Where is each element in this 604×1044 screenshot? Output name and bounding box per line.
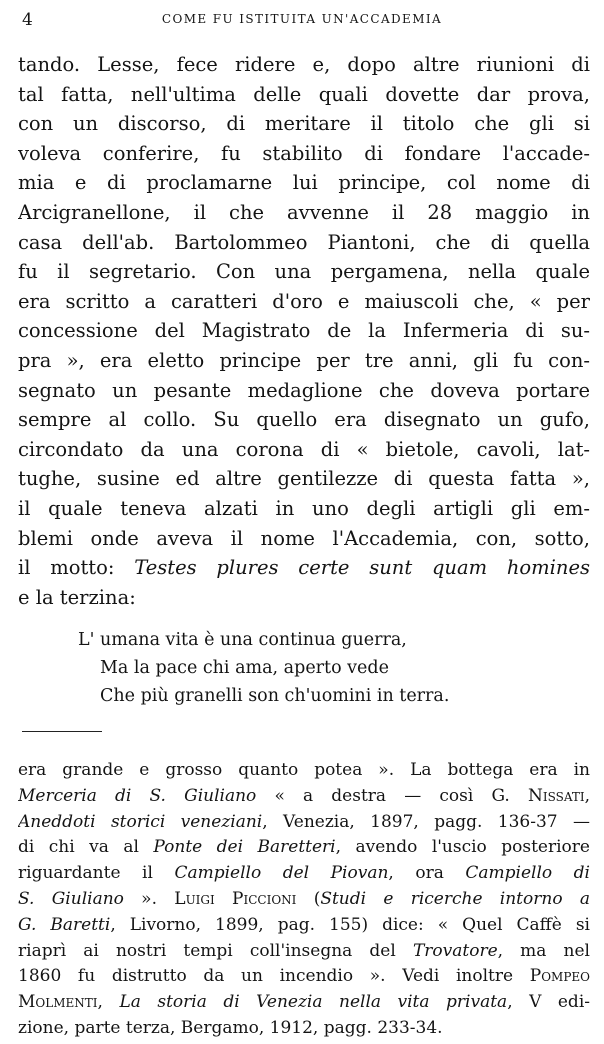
tercet — [78, 626, 449, 710]
footnote-text: riaprì ai nostri tempi coll'insegna del — [18, 940, 413, 961]
text-line: il quale teneva alzati in uno degli artigli gli em- — [18, 496, 590, 520]
footnote-line — [18, 810, 590, 836]
page-header — [22, 6, 582, 32]
verse-line-1: L' umana vita è una continua guerra, — [78, 630, 407, 650]
place-name: Campiello del Piovan — [174, 863, 389, 884]
place-name: Merceria di S. Giuliano — [18, 785, 257, 806]
text-line: circondato da una corona di « bietole, cavoli, lat- — [18, 437, 590, 461]
print-mark — [294, 1022, 298, 1024]
place-name: Trovatore — [412, 940, 498, 961]
place-name: Ponte dei Baretteri — [153, 837, 336, 858]
text-line: blemi onde aveva il nome l'Accademia, con, sotto, — [18, 526, 590, 550]
text-line-motto — [18, 553, 590, 583]
text-line: fu il segretario. Con una pergamena, nella quale — [18, 260, 590, 284]
page-number: 4 — [22, 10, 33, 30]
footnote-text: riguardante il — [18, 863, 175, 884]
running-title: COME FU ISTITUITA UN'ACCADEMIA — [161, 12, 443, 26]
footnote-line — [18, 990, 590, 1016]
text-line: segnato un pesante medaglione che doveva portare — [18, 378, 590, 402]
footnote-line — [18, 1016, 590, 1042]
motto-intro: il motto: — [18, 556, 135, 580]
footnote-line — [18, 887, 590, 913]
footnote-text: , ma nel — [497, 940, 590, 961]
footnote-separator — [22, 731, 102, 732]
footnote-text: , Livorno, 1899, pag. 155) dice: « Quel Caffè si — [110, 914, 590, 935]
footnote-line — [18, 939, 590, 965]
footnote-line — [18, 835, 590, 861]
footnote-text: 1860 fu distrutto da un incendio ». Vedi inoltre — [18, 966, 530, 987]
book-title: Studi e ricerche intorno a — [320, 888, 590, 909]
footnote-line — [18, 964, 590, 990]
author-name: Molmenti — [18, 992, 98, 1013]
book-title: Aneddoti storici veneziani — [18, 811, 263, 832]
author-name: Luigi Piccioni — [174, 888, 297, 909]
footnote-text: , ora — [388, 863, 466, 884]
text-line: casa dell'ab. Bartolommeo Piantoni, che di quella — [18, 230, 590, 254]
footnote-text: ( — [296, 888, 321, 909]
text-line: sempre al collo. Su quello era disegnato un gufo, — [18, 408, 590, 432]
footnote-text: zione, parte terza, Bergamo, 1912, pagg. 233-34. — [18, 1017, 443, 1038]
place-name: Campiello di — [465, 863, 590, 884]
footnote-line — [18, 784, 590, 810]
footnote-text: , Venezia, 1897, pagg. 136-37 — — [262, 811, 590, 832]
footnote-text: di chi va al — [18, 837, 154, 858]
text-line: tughe, susine ed altre gentilezze di questa fatta », — [18, 467, 590, 491]
footnote-text: era grande e grosso quanto potea ». La bottega era in — [18, 760, 590, 780]
footnote-text: , — [97, 992, 120, 1013]
footnote-text: , V edi- — [507, 992, 590, 1013]
footnote-line — [18, 913, 590, 939]
book-title: La storia di Venezia nella vita privata — [119, 992, 508, 1013]
text-line: voleva conferire, fu stabilito di fondare l'accade- — [18, 141, 590, 165]
text-line: pra », era eletto principe per tre anni, gli fu con- — [18, 348, 590, 372]
footnote-line — [18, 861, 590, 887]
text-line: e la terzina: — [18, 585, 136, 609]
place-name: S. Giuliano — [18, 888, 124, 909]
text-line: mia e di proclamarne lui principe, col nome di — [18, 171, 590, 195]
latin-motto: Testes plures certe sunt quam homines — [134, 556, 590, 580]
main-text — [18, 50, 590, 612]
text-line: concessione del Magistrato de la Infermeria di su- — [18, 319, 590, 343]
text-line: tando. Lesse, fece ridere e, dopo altre riunioni di — [18, 53, 590, 76]
footnote-text: , avendo l'uscio posteriore — [335, 837, 590, 858]
text-line: Arcigranellone, il che avvenne il 28 maggio in — [18, 200, 590, 224]
text-line: era scritto a caratteri d'oro e maiuscoli che, « per — [18, 289, 590, 313]
footnote-text: « a destra — così G. — [256, 785, 528, 806]
text-line: tal fatta, nell'ultima delle quali dovette dar prova, — [18, 82, 590, 106]
footnote-line — [18, 758, 590, 784]
footnote-text: ». — [123, 888, 175, 909]
verse-line-3: Che più granelli son ch'uomini in terra. — [100, 686, 450, 706]
author-name: Pompeo — [529, 966, 590, 987]
footnote — [18, 758, 590, 1042]
book-title: G. Baretti — [18, 914, 111, 935]
author-name: Nissati — [527, 785, 585, 806]
footnote-text: , — [584, 785, 590, 806]
verse-line-2: Ma la pace chi ama, aperto vede — [100, 658, 389, 678]
text-line: con un discorso, di meritare il titolo che gli si — [18, 112, 590, 136]
